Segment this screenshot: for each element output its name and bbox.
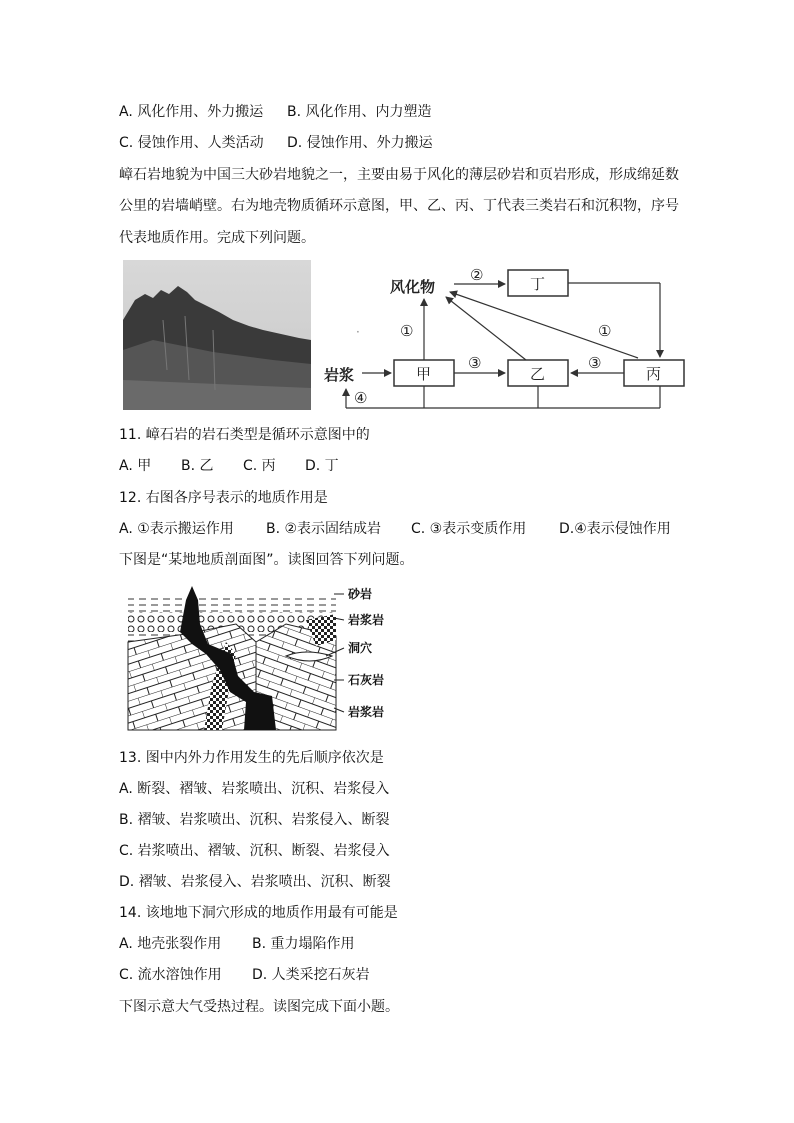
rock-cycle-diagram — [318, 258, 690, 416]
q14-option-b[interactable]: B. 重力塌陷作用 — [252, 936, 355, 952]
q10-option-a[interactable]: A. 风化作用、外力搬运 — [119, 104, 264, 120]
q10-option-c[interactable]: C. 侵蚀作用、人类活动 — [119, 135, 264, 151]
q10-option-b[interactable]: B. 风化作用、内力塑造 — [287, 104, 432, 120]
q10-option-row-1 — [119, 102, 432, 122]
label-yi: 乙 — [530, 365, 546, 383]
q12-option-c[interactable]: C. ③表示变质作用 — [411, 521, 527, 537]
label-bing: 丙 — [646, 365, 662, 383]
dot-mark: · — [356, 325, 360, 339]
intro2: 下图是“某地地质剖面图”。读图回答下列问题。 — [119, 552, 414, 568]
q11-option-a[interactable]: A. 甲 — [119, 458, 152, 474]
q14-option-a[interactable]: A. 地壳张裂作用 — [119, 936, 222, 952]
geologic-section — [126, 584, 426, 734]
num-1-right: ① — [598, 322, 612, 340]
intro1-line-3: 代表地质作用。完成下列问题。 — [119, 230, 315, 246]
q13-option-d[interactable]: D. 褶皱、岩浆侵入、岩浆喷出、沉积、断裂 — [119, 874, 391, 890]
intro3: 下图示意大气受热过程。读图完成下面小题。 — [119, 999, 399, 1015]
label-magma — [324, 366, 354, 384]
q14-stem: 14. 该地地下洞穴形成的地质作用最有可能是 — [119, 905, 398, 921]
intro1-line-1: 嶂石岩地貌为中国三大砂岩地貌之一，主要由易于风化的薄层砂岩和页岩形成，形成绵延数 — [119, 167, 679, 183]
label-weathered — [390, 278, 435, 296]
label-sandstone: 砂岩 — [348, 587, 373, 601]
label-igneous-1: 岩浆岩 — [348, 613, 385, 627]
q11-option-c[interactable]: C. 丙 — [243, 458, 276, 474]
q12-option-d[interactable]: D.④表示侵蚀作用 — [559, 521, 671, 537]
q14-option-d[interactable]: D. 人类采挖石灰岩 — [252, 967, 370, 983]
q12-option-b[interactable]: B. ②表示固结成岩 — [266, 521, 382, 537]
q13-stem: 13. 图中内外力作用发生的先后顺序依次是 — [119, 750, 384, 766]
label-igneous-2: 岩浆岩 — [348, 705, 385, 719]
q11-option-b[interactable]: B. 乙 — [181, 458, 214, 474]
q14-option-row-2 — [119, 965, 370, 985]
q12-options — [119, 519, 671, 539]
svg-text:风化物: 风化物 — [390, 278, 436, 296]
q12-stem: 12. 右图各序号表示的地质作用是 — [119, 490, 328, 506]
num-4: ④ — [354, 389, 368, 407]
q11-option-d[interactable]: D. 丁 — [305, 458, 339, 474]
num-2: ② — [470, 266, 484, 284]
svg-text:岩浆: 岩浆 — [324, 366, 355, 384]
num-1-left: ① — [400, 322, 414, 340]
label-ding: 丁 — [530, 275, 546, 293]
q10-option-d[interactable]: D. 侵蚀作用、外力搬运 — [287, 135, 433, 151]
intro1-line-2: 公里的岩墙峭壁。右为地壳物质循环示意图，甲、乙、丙、丁代表三类岩石和沉积物，序号 — [119, 198, 679, 214]
q13-option-c[interactable]: C. 岩浆喷出、褶皱、沉积、断裂、岩浆侵入 — [119, 843, 390, 859]
label-cave: 洞穴 — [348, 641, 373, 655]
landform-photo — [123, 260, 311, 410]
num-3-left: ③ — [468, 354, 482, 372]
q13-option-b[interactable]: B. 褶皱、岩浆喷出、沉积、岩浆侵入、断裂 — [119, 812, 390, 828]
label-jia: 甲 — [416, 365, 432, 383]
q10-option-row-2 — [119, 133, 433, 153]
label-limestone: 石灰岩 — [348, 673, 385, 687]
q13-option-a[interactable]: A. 断裂、褶皱、岩浆喷出、沉积、岩浆侵入 — [119, 781, 390, 797]
q11-stem: 11. 嶂石岩的岩石类型是循环示意图中的 — [119, 427, 370, 443]
q14-option-row-1 — [119, 934, 355, 954]
q11-options — [119, 456, 339, 476]
q14-option-c[interactable]: C. 流水溶蚀作用 — [119, 967, 222, 983]
q12-option-a[interactable]: A. ①表示搬运作用 — [119, 521, 234, 537]
num-3-right: ③ — [588, 354, 602, 372]
